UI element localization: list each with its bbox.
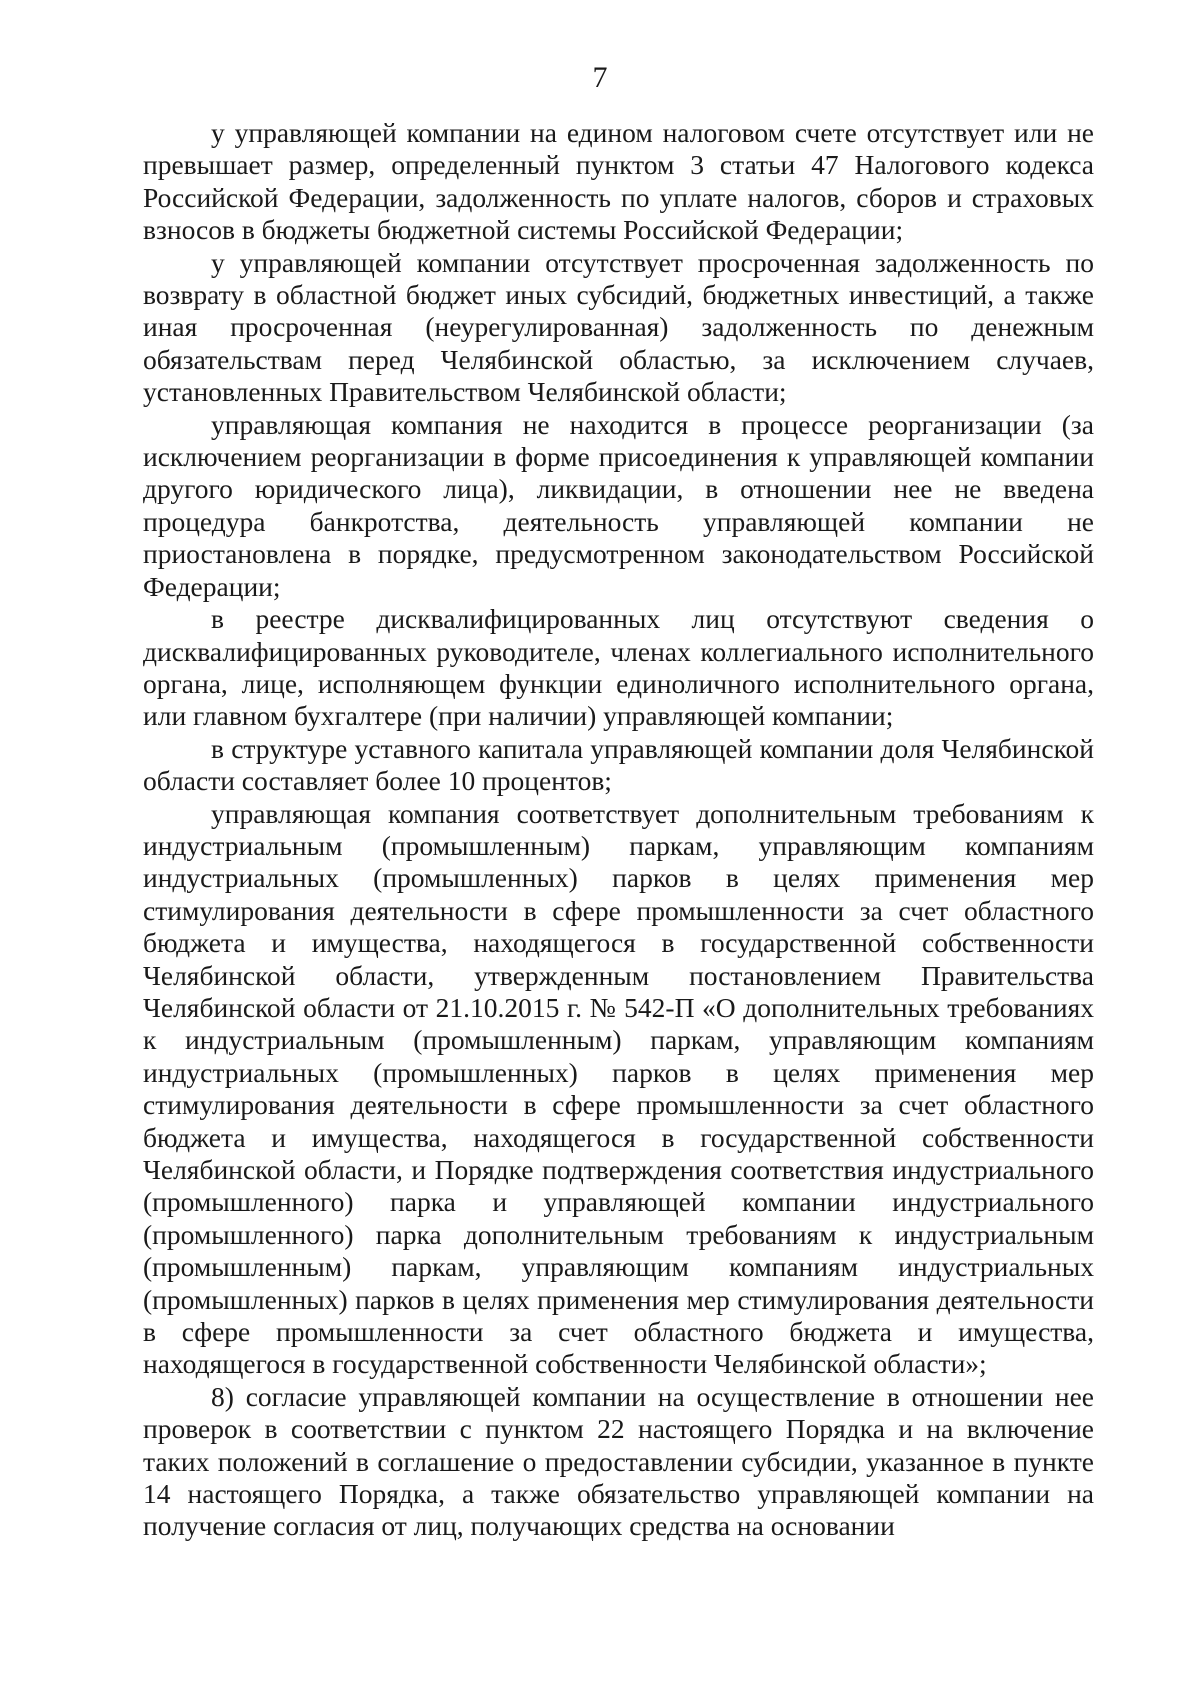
paragraph-consent-inspections: 8) согласие управляющей компании на осуществление в отношении нее проверок в соответствии с пунктом 22 настоящего Порядка и на включение таких положений в соглашение о предоставлении субсидии, указанное в пункте 14 настоящего Порядка, а также обязательство управляющей компании на получение согласия от лиц, получающих средства на основании [143,1380,1094,1542]
paragraph-authorized-capital: в структуре уставного капитала управляющей компании доля Челябинской области составляет более 10 процентов; [143,732,1094,797]
page-number: 7 [592,61,608,94]
paragraph-reorganization: управляющая компания не находится в процессе реорганизации (за исключением реорганизации в форме присоединения к управляющей компании другого юридического лица), ликвидации, в отношении нее не введена процедура банкротства, деятельность управляющей компании не приостановлена в порядке, предусмотренном законодательством Российской Федерации; [143,408,1094,602]
document-body [143,117,1094,1543]
paragraph-disqualified-persons: в реестре дисквалифицированных лиц отсутствуют сведения о дисквалифицированных руководителе, членах коллегиального исполнительного органа, лице, исполняющем функции единоличного исполнительного органа, или главном бухгалтере (при наличии) управляющей компании; [143,603,1094,732]
paragraph-overdue-debt: у управляющей компании отсутствует просроченная задолженность по возврату в областной бюджет иных субсидий, бюджетных инвестиций, а также иная просроченная (неурегулированная) задолженность по денежным обязательствам перед Челябинской областью, за исключением случаев, установленных Правительством Челябинской области; [143,246,1094,408]
paragraph-tax-debt: у управляющей компании на едином налоговом счете отсутствует или не превышает размер, определенный пунктом 3 статьи 47 Налогового кодекса Российской Федерации, задолженность по уплате налогов, сборов и страховых взносов в бюджеты бюджетной системы Российской Федерации; [143,117,1094,246]
paragraph-additional-requirements: управляющая компания соответствует дополнительным требованиям к индустриальным (промышленным) паркам, управляющим компаниям индустриальных (промышленных) парков в целях применения мер стимулирования деятельности в сфере промышленности за счет областного бюджета и имущества, находящегося в государственной собственности Челябинской области, утвержденным постановлением Правительства Челябинской области от 21.10.2015 г. № 542-П «О дополнительных требованиях к индустриальным (промышленным) паркам, управляющим компаниям индустриальных (промышленных) парков в целях применения мер стимулирования деятельности в сфере промышленности за счет областного бюджета и имущества, находящегося в государственной собственности Челябинской области, и Порядке подтверждения соответствия индустриального (промышленного) парка и управляющей компании индустриального (промышленного) парка дополнительным требованиям к индустриальным (промышленным) паркам, управляющим компаниям индустриальных (промышленных) парков в целях применения мер стимулирования деятельности в сфере промышленности за счет областного бюджета и имущества, находящегося в государственной собственности Челябинской области»; [143,797,1094,1380]
